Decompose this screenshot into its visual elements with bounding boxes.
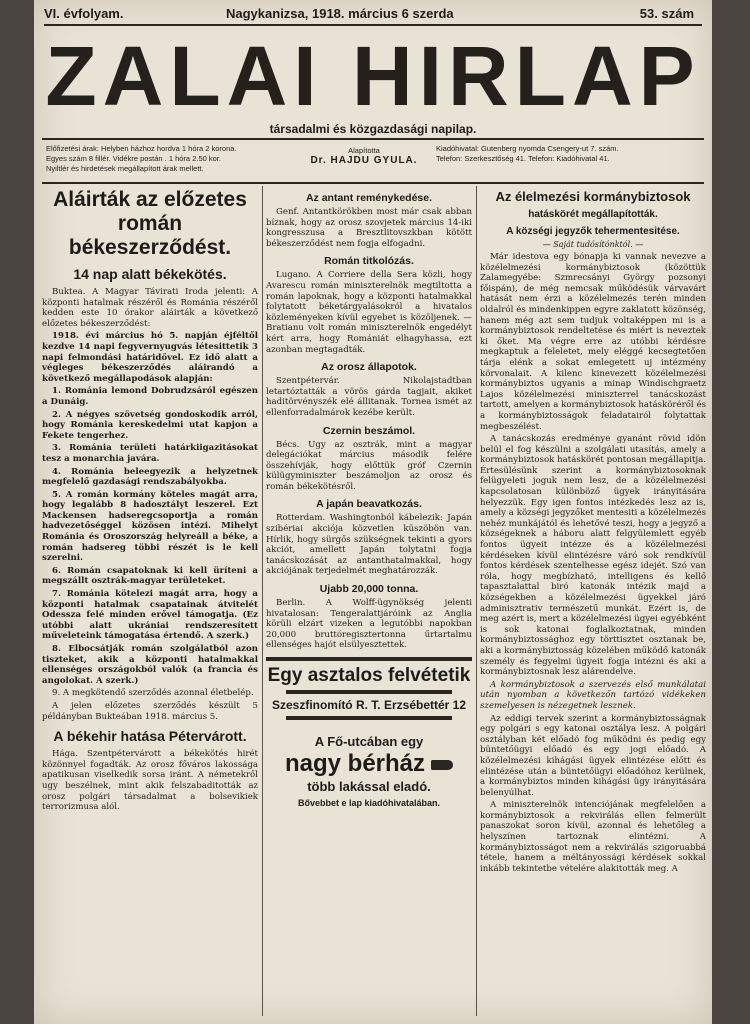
article-paragraph: Hága. Szentpétervárott a békekötés hirét közönnyel fogadták. Az orosz főváros lakossága apatikusan viselkedik sorsa iránt. A németekről ugy beszélnek, mint akik felszabaditották az orosz polgári társadalmat a bolsevikiek terrorizmusa alól. xyxy=(42,749,258,813)
article-paragraph: Berlin. A Wolff-ügynökség jelenti hivatalosan: Tengeralattjáróink az Anglia körüli elzárt vizeken a legutóbbi napokban 20,000 bruttóregisztertonna űrtartalmu ellenséges hajót elsülyesztettek. xyxy=(266,598,472,651)
column-rule xyxy=(262,186,263,1016)
section-headline: Az antant reménykedése. xyxy=(305,192,433,204)
treaty-point: 8. Elbocsátják román szolgálatból azon tiszteket, akik a központi hatalmakkal ellenséges országokból valók (a francia és angolokat. A szerk.) xyxy=(42,644,258,686)
article-paragraph: Az eddigi tervek szerint a kormánybiztosságnak egy polgári s egy katonai osztálya lesz. A polgári osztályban két előadó fog működni és pedig egy büntetőügyi előadó és egy jogi előadó. A közélelmezési kihágási ügyek elintézése előtt és elintézése után a büntetőügyi előadóhoz kerülnek, a kormánybiztos minden kihágási ügy irányitására belenyúlhat. xyxy=(480,713,706,798)
office-info: Kiadóhivatal: Gutenberg nyomda Csengery-ut 7. szám. Telefon: Szerkesztőség 41. Telefon: Kiadóhivatal 41. xyxy=(436,144,619,163)
article-paragraph: Genf. Antantkörökben most már csak abban bíznak, hogy az orosz szovjetek március 14-iki kongresszusa a Bresztlitovszkban kötött békeszerződést nem fogja elfogadni. xyxy=(266,207,472,249)
treaty-point: 6. Román csapatoknak ki kell üríteni a megszállt osztrák-magyar területeket. xyxy=(42,565,258,587)
ad-line: A Fő-utcában egy xyxy=(314,734,424,749)
main-subhead: 14 nap alatt békekötés. xyxy=(73,266,227,282)
main-headline: Aláirták az előzetes román békeszerződést. xyxy=(53,188,247,259)
treaty-point: 1. Románia lemond Dobrudzsáról egészen a Dunáig. xyxy=(42,386,258,407)
article-paragraph: Szentpétervár. Nikolajstadtban letartóztatták a vörös gárda tagjait, akiket haditörvényszék elé állitanak. Tornea ismét az ellenforradalmárok kezébe került. xyxy=(266,376,472,418)
date-label: Nagykanizsa, 1918. március 6 szerda xyxy=(226,6,454,21)
founder-name: Dr. HAJDU GYULA. xyxy=(310,155,418,166)
ad-body: Szeszfinomító R. T. Erzsébettér 12 xyxy=(271,698,467,712)
article-paragraph: Már idestova egy bónapja ki vannak nevezve a közélelmezési kormánybiztosok (közöttük Zalamegyébe: Szmrecsányi György pozsonyi főispán), de még nemcsak működésük várvavárt hatását nem érzi a közélelmezés terén minden oldalról és mindenkippen egyre zaklatott közönség, hanem még azt sem tudjuk voltaképpen mi is a kormánybiztosok rendeltetése és miért is neveztek ki őket. Ma végre erre az utóbbi kérdésre megkaptuk a feleletet, mely eléggé kecsegtetően tárja elénk a sokat emlegetett uj intézmény körvonalait. A kilenc kinevezett közélelmezési kormánybiztos ugyanis a minap Windischgraetz Lajos közélelmezési miniszterrel tanácskozást tartott, amelyen a kormánybiztosok hatásköréről és a kormánybiztosságok feladatairól folytattak megbeszélést. xyxy=(480,252,706,432)
article-paragraph: 1918. évi március hó 5. napján éjféltől kezdve 14 napi fegyvernyugvás létesittetik 3 napi felmondási határidővel. Ez idő alatt a végleges békeszerződés aláirandó a következő megállapodások alapján: xyxy=(42,331,258,384)
article-paragraph: Buktea. A Magyar Távirati Iroda jelenti: A központi hatalmak részéről és Románia részéről kedden este 10 órakor aláirták a következő előzetes békeszerződést: xyxy=(42,287,258,329)
treaty-point: 3. Románia területi határkiigazitásokat tesz a monarchia javára. xyxy=(42,443,258,464)
article-paragraph: A jelen előzetes szerződés készült 5 példányban Bukteában 1918. március 5. xyxy=(42,700,258,722)
pointing-hand-icon xyxy=(431,760,453,770)
column-rule xyxy=(476,186,477,1016)
treaty-point: 4. Románia beleegyezik a helyzetnek megfelelő gazdasági rendszabályokba. xyxy=(42,466,258,488)
article-paragraph: Bécs. Ugy az osztrák, mint a magyar delegációkat március második felére összehívják, hogy előttük gróf Czernin külügyminiszter beszámoljon az orosz és román békekötésről. xyxy=(266,439,472,492)
section-headline: Ujabb 20,000 tonna. xyxy=(319,583,419,596)
section-headline: Az orosz állapotok. xyxy=(321,361,417,374)
article-paragraph: A tanácskozás eredménye gyanánt rövid idön belül el fog készülni a szolgálati utasítás, amely a kormánybiztosok hatáskörét pontosan megállapitja. Értesülésünk szerint a kormánybiztosoknak felügyeleti joguk nem lesz, de a közélelmezési kapcsolatosan különböző ügyek irányitására helyezzük. Egy igen fontos intézkedés lesz az is, amely a községi jegyzőket mentesiti a közélelmezés nehéz munkájától és lehetővé teszi, hogy a jegyző a községeknek a háboru alatt felgyülemlett egyéb fontos ügyeit intézze és a közélelmezési kérdéseken kívül elintézésre váró sok rendkívül fontos kérdések szentelhesse egész idejét. Szó van róla, hogy megbízható, intelligens és kellő tapasztalattal biró katonák intézik majd a községekben a közélelmezési ügyekkel járó adminisztrativ természetű munkát. Ezért is, de meg azért is, mert a közélelmezési ügyei egyébként is sok katonai foglalkoztatnak, minden kormánybiztossághoz egy törttisztet osztanak be, aki a kormánybiztosság közelében működő katonák személy és fegyelmi ügyeit fogja intézni és aki a kormánybiztosnak lesz alárendelve. xyxy=(480,434,706,678)
founder-block: Alapította Dr. HAJDU GYULA. xyxy=(304,146,424,166)
masthead-title: ZALAI HIRLAP xyxy=(45,29,701,123)
ad-line: több lakással eladó. xyxy=(307,779,431,794)
issue-number: 53. szám xyxy=(639,6,694,21)
subscription-prices: Előfizetési árak: Helyben házhoz hordva 1 hóra 2 korona. Egyes szám 8 fillér. Vidékre postán . 1 hóra 2.50 kor. Nyiltlér és hirdetések megállapított árak mellett. xyxy=(46,144,237,173)
article-paragraph: A miniszterelnök intenciójának megfelelően a kormánybiztosok a rekvirálás ellen felmerült panaszokat soron kívül, azonnal és lehetőleg a helyszínen tartoznak elintézni. A kormánybiztosságot nem a rekvirálás szigoruabbá tétele, hanem a méltányossági kérdések sokkal inkább tekintetbe vételére alakitották meg. A xyxy=(480,800,706,874)
section-subhead: A községi jegyzők tehermentesitése. xyxy=(506,226,680,237)
treaty-point: 5. A román kormány köteles magát arra, hogy legalább 8 hadosztályt leszerel. Ezt Mackensen hadseregcsoportja a román hadvezetőséggel közösen intézi. Mihelyt Románia és Oroszország helyreáll a béke, a román hadsereg többi részét is le kell szerelni. xyxy=(42,489,258,564)
treaty-point: 9. A megkötendő szerződés azonnal életbelép. xyxy=(52,688,254,699)
section-headline: Czernin beszámol. xyxy=(322,424,416,437)
section-headline: A japán beavatkozás. xyxy=(316,498,422,511)
newspaper-page xyxy=(34,0,712,1024)
dateline-bar xyxy=(44,6,702,26)
ad-line: Bővebbet e lap kiadóhivatalában. xyxy=(297,798,441,808)
column-3 xyxy=(480,186,706,876)
article-paragraph: Rotterdam. Washingtonból kábelezik: Japán szibériai akciója közvetlen küszöbön van. Hírlik, hogy sürgős szükségnek tekinti a gyors akciót, amellett Japán tolytatni fogja tanácskozását az antanthatalmakkal, hogy akciójának terjedelmét meghatározzák. xyxy=(266,513,472,577)
ad-divider xyxy=(286,716,452,720)
ad-headline: nagy bérház xyxy=(266,749,472,779)
article-paragraph: A kormánybiztosok a szervezés első munkálatai után nyomban a következőn tartózó vidékeken szemelyesen is nézegetnek lesznek. xyxy=(480,679,706,711)
column-1 xyxy=(42,186,258,815)
treaty-point: 2. A négyes szövetség gondoskodik arról, hogy Románia kereskedelmi utat kapjon a Fekete tengerhez. xyxy=(42,409,258,441)
column-2 xyxy=(266,186,472,808)
masthead-subtitle: társadalmi és közgazdasági napilap. xyxy=(269,122,477,136)
section-headline: A békehir hatása Pétervárott. xyxy=(53,728,247,745)
section-headline: Román titkolózás. xyxy=(324,255,414,268)
info-row xyxy=(42,138,704,184)
article-paragraph: Lugano. A Corriere della Sera közli, hogy Avarescu román miniszterelnök megtiltotta a román lapoknak, hogy a központi hatalmakkal folytatott béketárgyalásokról a hivatalos közleményeken kívül egyebet is közöljenek. — Bratianu volt román miniszterelnök engedélyt kért arra, hogy Romániát elhagyhassa, ezt azonban megtagadták. xyxy=(266,270,472,355)
advertisement-house xyxy=(266,726,472,808)
advertisement-carpenter xyxy=(266,657,472,720)
ad-title: Egy asztalos felvétetik xyxy=(267,665,471,686)
section-headline: Az élelmezési kormánybiztosok xyxy=(495,189,691,204)
byline: — Saját tudósítónktól. — xyxy=(542,240,644,249)
volume-label: VI. évfolyam. xyxy=(44,6,124,21)
ad-divider xyxy=(286,690,452,694)
treaty-point: 7. Románia kötelezi magát arra, hogy a központi hatalmak csapatainak átvitelét Odessza felé minden erővel támogatja. (Ez utóbbi alatt ukrániai rendszeresített műveleteink támogatása értendő. A szerk.) xyxy=(42,589,258,642)
section-subhead: hatáskörét megállapították. xyxy=(528,209,658,220)
